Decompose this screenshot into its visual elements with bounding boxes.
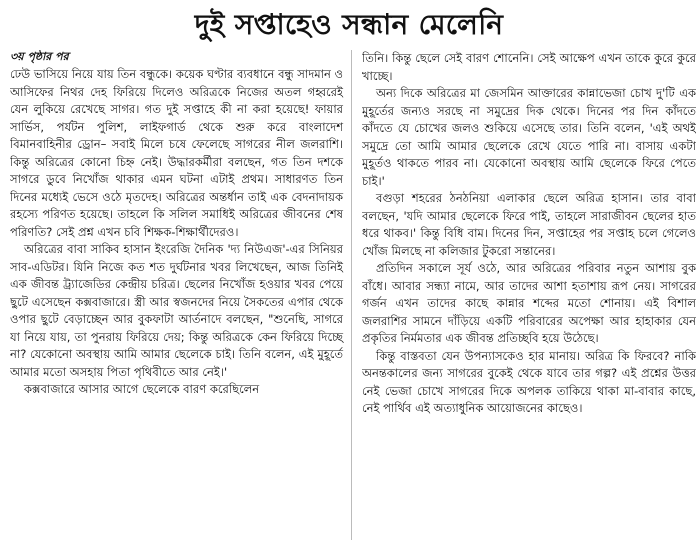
paragraph: কক্সবাজারে আসার আগে ছেলেকে বারণ করেছিলেন <box>24 382 260 396</box>
right-column <box>362 50 696 540</box>
paragraph: ঢেউ ভাসিয়ে নিয়ে যায় তিন বন্ধুকে। কয়েক ঘণ্টার ব্যবধানে বন্ধু সাদমান ও আসিফের নিথর দেহ ফিরিয়ে দিলেও অরিত্রকে নিজের অতল গহ্বরেই যেন লুকিয়ে রেখেছে সাগর। গত দুই সপ্তাহে কী না করা হয়েছে! ফায়ার সার্ভিস, পর্যটন পুলিশ, লাইফগার্ড থেকে শুরু করে বাংলাদেশ বিমানবাহিনীর ড্রোন– সবাই মিলে চষে ফেলেছে সাগরের নীল জলরাশি। কিন্তু অরিত্রের কোনো চিহ্ন নেই। উদ্ধারকর্মীরা বলছেন, গত তিন দশকে সাগরে ডুবে নিখোঁজ থাকার এমন ঘটনা এটাই প্রথম। সাধারণত তিন দিনের মধ্যেই ভেসে ওঠে মৃতদেহ। অরিত্রের অন্তর্ধান তাই এক বেদনাদায়ক রহস্যে পরিণত হয়েছে। তাহলে কি সলিল সমাধিই অরিত্রের জীবনের শেষ পরিণতি? সেই প্রশ্ন এখন চবি শিক্ষক-শিক্ষার্থীদেরও। <box>10 67 343 239</box>
continued-from-label: ৩য় পৃষ্ঠার পর <box>10 50 69 63</box>
paragraph: বগুড়া শহরের ঠনঠনিয়া এলাকার ছেলে অরিত্র হাসান। তার বাবা বলছেন, 'যদি আমার ছেলেকে ফিরে পাই, তাহলে সারাজীবন ছেলের হাত ধরে থাকব।' কিন্তু বিধি বাম। দিনের দিন, সপ্তাহের পর সপ্তাহ চলে গেলেও খোঁজ মিলছে না কলিজার টুকরো সন্তানের। <box>362 191 696 258</box>
left-column <box>10 50 352 540</box>
paragraph: অন্য দিকে অরিত্রের মা জেসমিন আক্তারের কান্নাভেজা চোখ দু'টি এক মুহূর্তের জন্যও সরছে না সমুদ্রের দিক থেকে। দিনের পর দিন কাঁদতে কাঁদতে যে চোখের জলও শুকিয়ে এসেছে তার। তিনি বলেন, 'এই অথই সমুদ্রে তো আমি আমার ছেলেকে রেখে যেতে পারি না। বাসায় একটা মুহূর্তও থাকতে পারব না। যেকোনো অবস্থায় আমি ছেলেকে ফিরে পেতে চাই।' <box>362 86 696 188</box>
headline: দুই সপ্তাহেও সন্ধান মেলেনি <box>194 8 504 41</box>
article-body <box>10 50 696 540</box>
paragraph: অরিত্রের বাবা সাকিব হাসান ইংরেজি দৈনিক 'দ্য নিউএজ'-এর সিনিয়র সাব-এডিটর। যিনি নিজে কত শত দুর্ঘটনার খবর লিখেছেন, আজ তিনিই এক জীবন্ত ট্র্যাজেডির কেন্দ্রীয় চরিত্র। ছেলের নিখোঁজ হওয়ার খবর পেয়ে ছুটে এসেছেন কক্সবাজারে। স্ত্রী আর স্বজনদের নিয়ে সৈকতের এপার থেকে ওপার ছুটে বেড়াচ্ছেন আর বুকফাটা আর্তনাদে বলছেন, "শুনেছি, সাগরে যা নিয়ে যায়, তা পুনরায় ফিরিয়ে দেয়; কিন্তু অরিত্রকে কেন ফিরিয়ে দিচ্ছে না? যেকোনো অবস্থায় আমি আমার ছেলেকে চাই। তিনি বলেন, এই মুহূর্তে আমার মতো অসহায় পিতা পৃথিবীতে আর নেই।' <box>10 242 343 379</box>
paragraph: প্রতিদিন সকালে সূর্য ওঠে, আর অরিত্রের পরিবার নতুন আশায় বুক বাঁধে। আবার সন্ধ্যা নামে, আর তাদের আশা হতাশায় রূপ নেয়। সাগরের গর্জন এখন তাদের কাছে কান্নার শব্দের মতো শোনায়। এই বিশাল জলরাশির সামনে দাঁড়িয়ে একটি পরিবারের অপেক্ষা আর হাহাকার যেন প্রকৃতির নির্মমতার এক জীবন্ত প্রতিচ্ছবি হয়ে উঠেছে। <box>362 261 696 345</box>
paragraph: কিন্তু বাস্তবতা যেন উপন্যাসকেও হার মানায়। অরিত্র কি ফিরবে? নাকি অনন্তকালের জন্য সাগরের বুকেই থেকে যাবে তার গল্প? এই প্রশ্নের উত্তর নেই ভেজা চোখে সাগরের দিকে অপলক তাকিয়ে থাকা মা-বাবার কাছে, নেই পার্থিব এই অত্যাধুনিক আয়োজনের কাছেও। <box>362 348 696 415</box>
paragraph: তিনি। কিন্তু ছেলে সেই বারণ শোনেনি। সেই আক্ষেপ এখন তাকে কুরে কুরে খাচ্ছে। <box>362 51 696 83</box>
